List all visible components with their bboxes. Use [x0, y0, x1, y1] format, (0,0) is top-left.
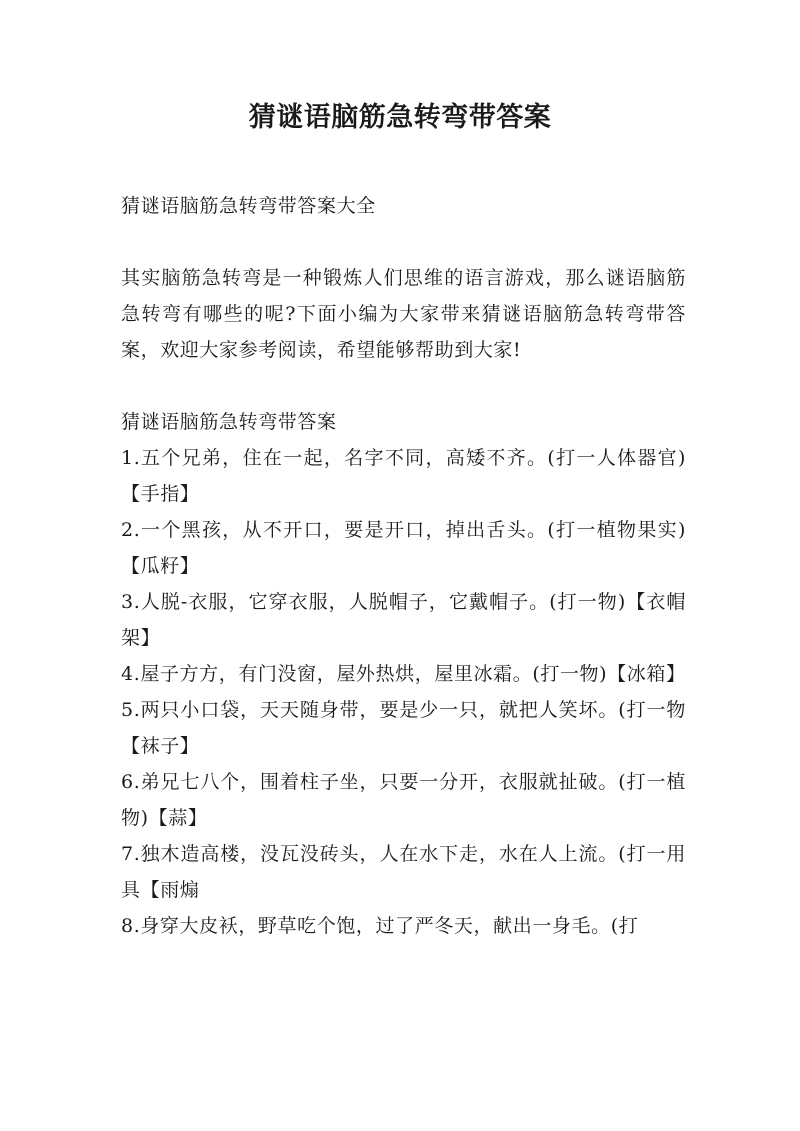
document-subtitle: 猜谜语脑筋急转弯带答案大全: [121, 195, 376, 217]
section-heading: 猜谜语脑筋急转弯带答案: [121, 411, 337, 433]
riddle-item: 1.五个兄弟，住在一起，名字不同，高矮不齐。(打一人体器官)【手指】: [121, 447, 686, 505]
riddle-item: 3.人脱-衣服，它穿衣服，人脱帽子，它戴帽子。(打一物)【衣帽架】: [121, 591, 686, 649]
riddle-item: 4.屋子方方，有门没窗，屋外热烘，屋里冰霜。(打一物)【冰箱】: [121, 663, 686, 685]
riddle-item: 6.弟兄七八个，围着柱子坐，只要一分开，衣服就扯破。(打一植物)【蒜】: [121, 771, 686, 829]
document-title: 猜谜语脑筋急转弯带答案: [248, 102, 552, 133]
riddle-item: 5.两只小口袋，天天随身带，要是少一只，就把人笑坏。(打一物【袜子】: [121, 699, 686, 757]
riddle-item: 8.身穿大皮袄，野草吃个饱，过了严冬天，献出一身毛。(打: [121, 915, 639, 937]
riddle-item: 7.独木造高楼，没瓦没砖头，人在水下走，水在人上流。(打一用具【雨煽: [121, 843, 686, 901]
document-body: [121, 188, 686, 944]
intro-paragraph: 其实脑筋急转弯是一种锻炼人们思维的语言游戏，那么谜语脑筋急转弯有哪些的呢?下面小编为大家带来猜谜语脑筋急转弯带答案，欢迎大家参考阅读，希望能够帮助到大家!: [121, 267, 686, 361]
riddle-item: 2.一个黑孩，从不开口，要是开口，掉出舌头。(打一植物果实)【瓜籽】: [121, 519, 686, 577]
